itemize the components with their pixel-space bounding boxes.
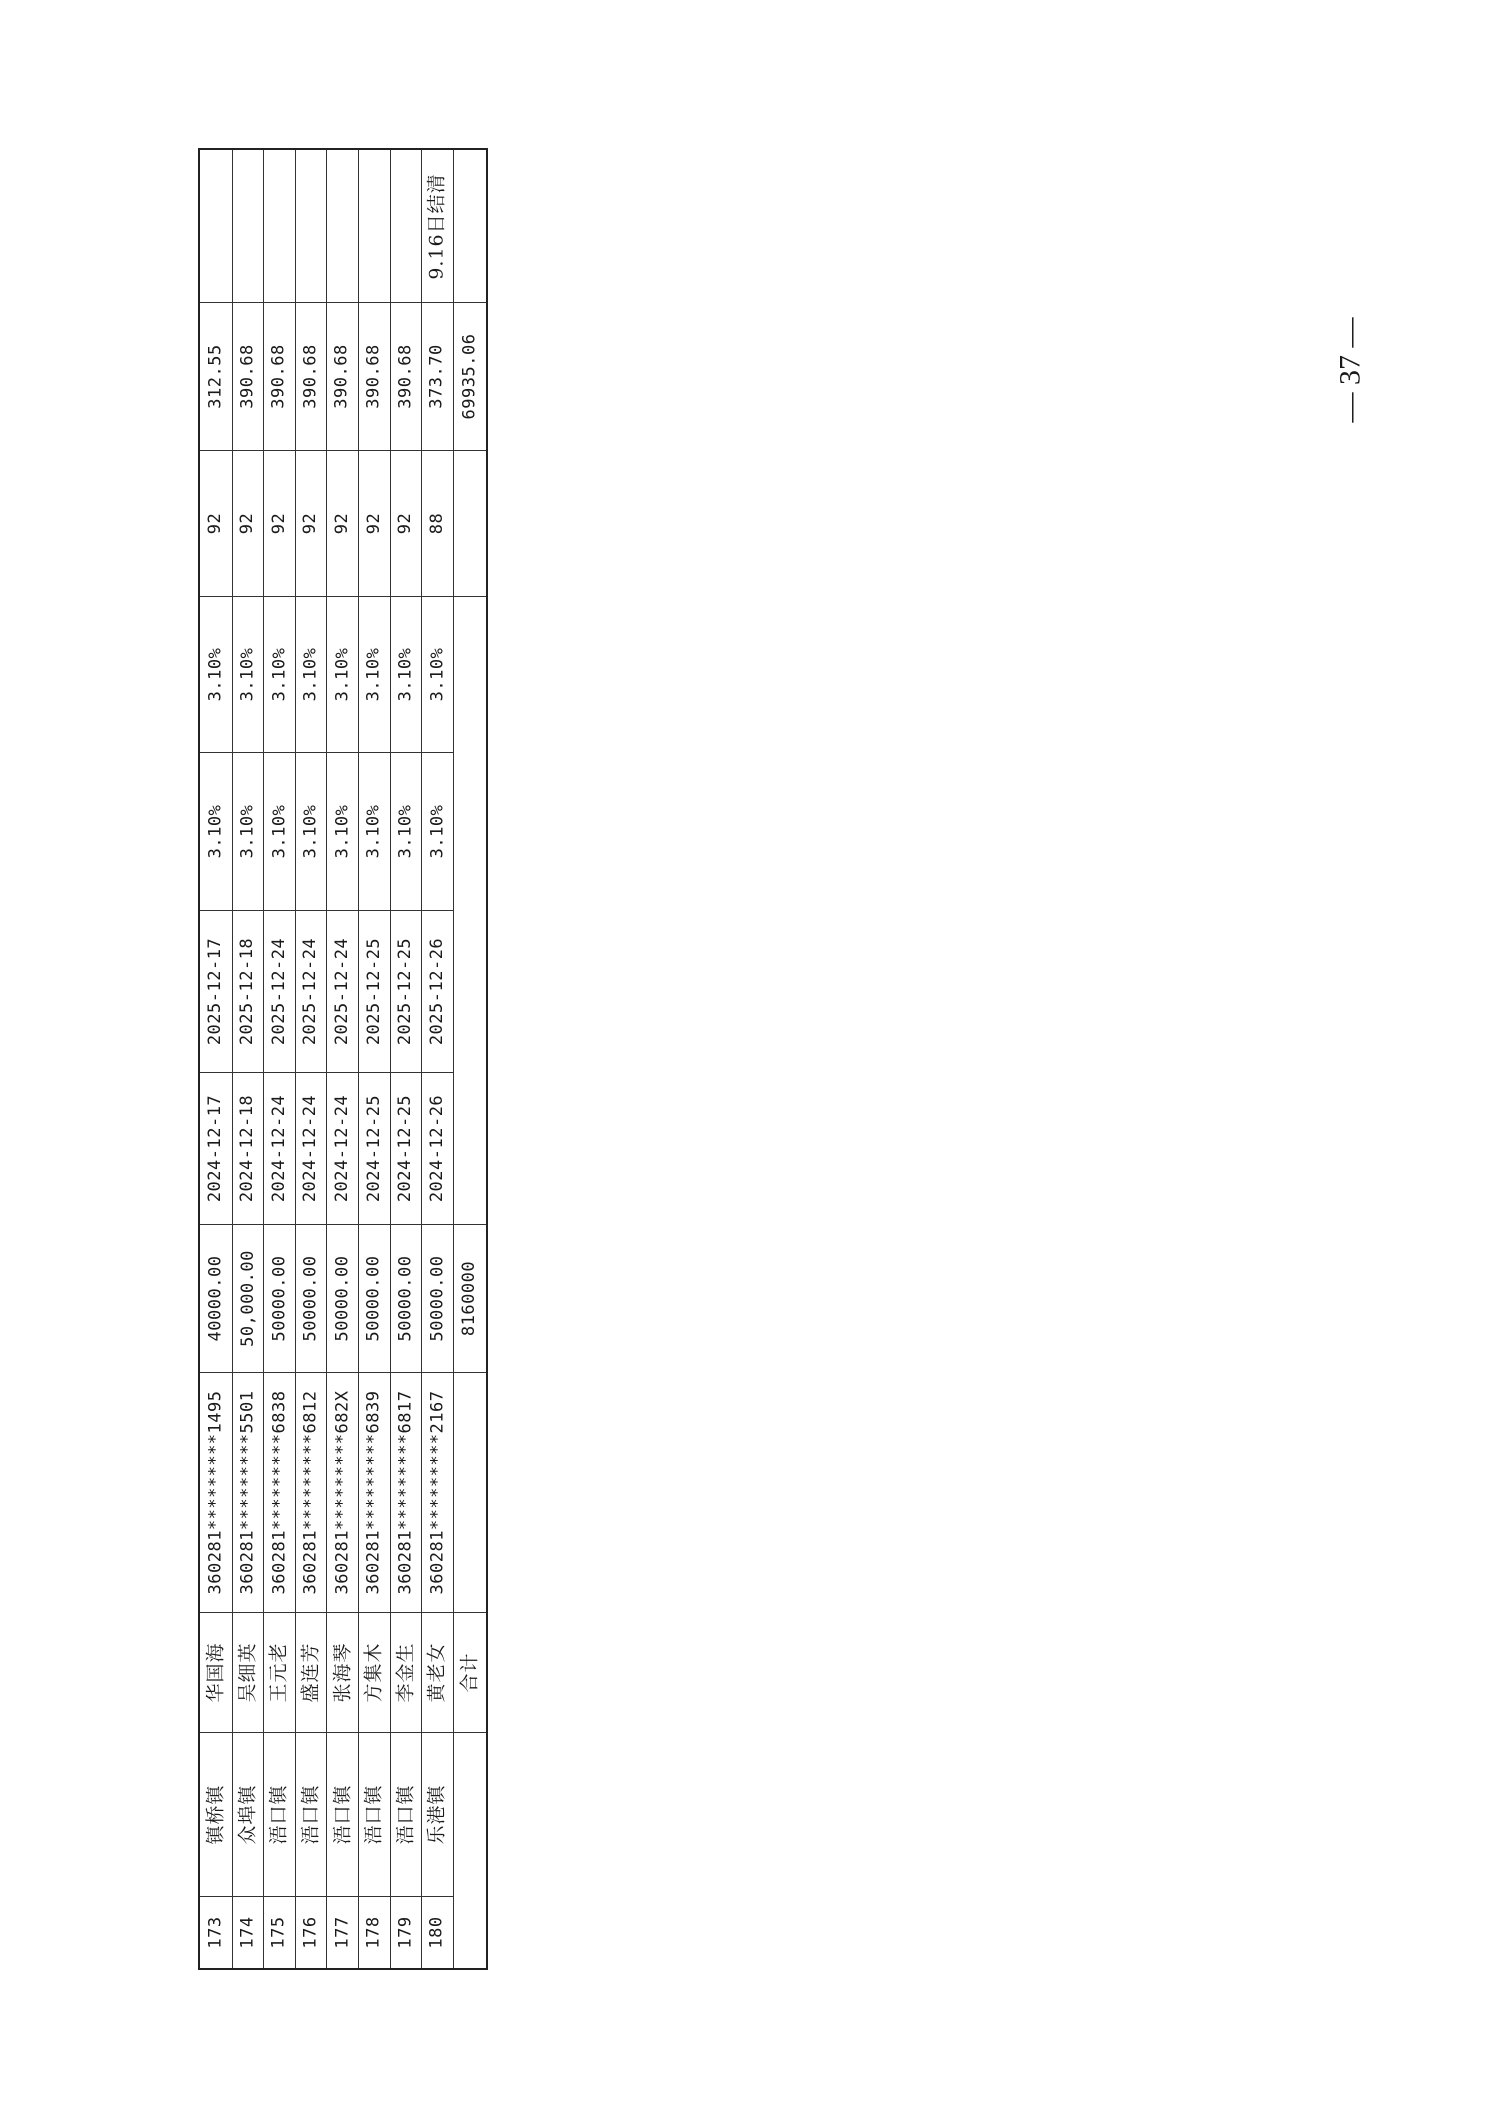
cell-text: 浯口镇	[394, 1784, 417, 1845]
table-row	[295, 150, 327, 1968]
cell-town	[264, 1732, 295, 1896]
cell-start-date	[233, 1072, 264, 1224]
cell-amount	[233, 1224, 264, 1372]
cell-town	[422, 1732, 453, 1896]
cell-text: 浯口镇	[299, 1784, 322, 1845]
cell-text: 179	[395, 1916, 416, 1949]
cell-text: 360281*********5501	[237, 1390, 258, 1595]
cell-text: 镇桥镇	[204, 1784, 227, 1845]
cell-text: 方集木	[362, 1642, 385, 1703]
cell-text: 2024-12-17	[205, 1094, 226, 1203]
cell-amount	[422, 1224, 453, 1372]
cell-text: 173	[205, 1916, 226, 1949]
total-interest	[454, 302, 486, 450]
cell-text: 9.16日结清	[425, 172, 448, 280]
cell-end-date	[296, 910, 327, 1072]
cell-text: 3.10%	[300, 804, 321, 859]
cell-town	[327, 1732, 358, 1896]
cell-text: 乐港镇	[425, 1784, 448, 1845]
total-interest-text: 69935.06	[459, 333, 480, 419]
cell-note	[327, 150, 358, 302]
cell-text: 2025-12-25	[395, 937, 416, 1046]
cell-text: 92	[332, 512, 353, 535]
cell-start-date	[264, 1072, 295, 1224]
cell-end-date	[233, 910, 264, 1072]
table-row	[263, 150, 295, 1968]
cell-note	[264, 150, 295, 302]
cell-text: 50000.00	[426, 1255, 447, 1342]
cell-text: 175	[268, 1916, 289, 1949]
cell-text: 390.68	[237, 344, 258, 409]
grid-line	[454, 1372, 486, 1373]
cell-text: 50,000.00	[237, 1250, 258, 1347]
cell-start-date	[359, 1072, 390, 1224]
cell-start-date	[327, 1072, 358, 1224]
table-row	[358, 150, 390, 1968]
cell-days	[391, 450, 422, 596]
cell-note	[233, 150, 264, 302]
cell-name	[296, 1612, 327, 1732]
cell-no	[200, 1896, 232, 1968]
cell-days	[264, 450, 295, 596]
cell-text: 浯口镇	[331, 1784, 354, 1845]
cell-name	[359, 1612, 390, 1732]
cell-text: 2024-12-18	[237, 1094, 258, 1203]
cell-interest	[422, 302, 453, 450]
cell-end-date	[391, 910, 422, 1072]
cell-town	[233, 1732, 264, 1896]
cell-id-number	[327, 1372, 358, 1612]
cell-rate2	[391, 596, 422, 752]
cell-no	[264, 1896, 295, 1968]
cell-text: 黄老女	[425, 1642, 448, 1703]
cell-name	[422, 1612, 453, 1732]
cell-text: 2024-12-25	[363, 1094, 384, 1203]
cell-text: 50000.00	[332, 1255, 353, 1342]
cell-text: 50000.00	[268, 1255, 289, 1342]
cell-rate2	[327, 596, 358, 752]
cell-text: 众埠镇	[236, 1784, 259, 1845]
table-row	[326, 150, 358, 1968]
cell-text: 2024-12-24	[332, 1094, 353, 1203]
cell-rate2	[359, 596, 390, 752]
cell-text: 3.10%	[205, 647, 226, 702]
cell-no	[359, 1896, 390, 1968]
cell-text: 华国海	[204, 1642, 227, 1703]
cell-end-date	[200, 910, 232, 1072]
cell-end-date	[264, 910, 295, 1072]
cell-text: 360281*********6817	[395, 1390, 416, 1595]
page-number-text: — 37 —	[1333, 317, 1366, 423]
cell-rate2	[296, 596, 327, 752]
cell-rate1	[296, 752, 327, 910]
cell-text: 390.68	[268, 344, 289, 409]
cell-text: 92	[237, 512, 258, 535]
cell-town	[359, 1732, 390, 1896]
cell-days	[359, 450, 390, 596]
cell-no	[327, 1896, 358, 1968]
cell-text: 390.68	[300, 344, 321, 409]
cell-rate2	[233, 596, 264, 752]
cell-end-date	[422, 910, 453, 1072]
total-row	[453, 150, 486, 1968]
cell-end-date	[327, 910, 358, 1072]
cell-text: 2025-12-24	[332, 937, 353, 1046]
cell-town	[391, 1732, 422, 1896]
cell-text: 浯口镇	[267, 1784, 290, 1845]
total-label-text: 合计	[458, 1651, 481, 1693]
page-number	[1320, 290, 1380, 450]
cell-id-number	[200, 1372, 232, 1612]
cell-text: 360281*********6838	[268, 1390, 289, 1595]
cell-text: 3.10%	[332, 804, 353, 859]
cell-amount	[359, 1224, 390, 1372]
grid-line	[454, 596, 486, 597]
cell-no	[296, 1896, 327, 1968]
grid-line	[454, 1732, 486, 1733]
cell-note	[200, 150, 232, 302]
cell-no	[422, 1896, 453, 1968]
total-amount-text: 8160000	[459, 1260, 480, 1336]
cell-start-date	[391, 1072, 422, 1224]
table-row	[421, 150, 453, 1968]
cell-note	[359, 150, 390, 302]
cell-days	[296, 450, 327, 596]
cell-text: 3.10%	[237, 647, 258, 702]
cell-note	[391, 150, 422, 302]
cell-id-number	[391, 1372, 422, 1612]
cell-text: 92	[395, 512, 416, 535]
cell-text: 3.10%	[426, 647, 447, 702]
cell-text: 174	[237, 1916, 258, 1949]
cell-text: 312.55	[205, 344, 226, 409]
cell-text: 2025-12-26	[426, 937, 447, 1046]
cell-text: 3.10%	[395, 804, 416, 859]
cell-text: 177	[332, 1916, 353, 1949]
cell-text: 390.68	[332, 344, 353, 409]
cell-no	[391, 1896, 422, 1968]
cell-text: 2024-12-24	[300, 1094, 321, 1203]
cell-text: 360281*********1495	[205, 1390, 226, 1595]
cell-rate1	[391, 752, 422, 910]
table-row	[390, 150, 422, 1968]
table-row	[200, 150, 232, 1968]
cell-text: 176	[300, 1916, 321, 1949]
cell-id-number	[359, 1372, 390, 1612]
cell-text: 盛连芳	[299, 1642, 322, 1703]
cell-text: 2025-12-17	[205, 937, 226, 1046]
cell-text: 50000.00	[363, 1255, 384, 1342]
cell-text: 3.10%	[205, 804, 226, 859]
cell-interest	[264, 302, 295, 450]
cell-text: 178	[363, 1916, 384, 1949]
cell-id-number	[233, 1372, 264, 1612]
cell-text: 92	[205, 512, 226, 535]
cell-name	[327, 1612, 358, 1732]
cell-text: 50000.00	[300, 1255, 321, 1342]
cell-start-date	[296, 1072, 327, 1224]
cell-id-number	[422, 1372, 453, 1612]
cell-id-number	[296, 1372, 327, 1612]
cell-text: 3.10%	[332, 647, 353, 702]
cell-text: 3.10%	[363, 647, 384, 702]
cell-rate1	[422, 752, 453, 910]
cell-rate1	[200, 752, 232, 910]
total-label	[454, 1612, 486, 1732]
cell-days	[233, 450, 264, 596]
total-amount	[454, 1224, 486, 1372]
cell-amount	[200, 1224, 232, 1372]
cell-rate2	[264, 596, 295, 752]
cell-rate2	[422, 596, 453, 752]
cell-name	[233, 1612, 264, 1732]
cell-text: 40000.00	[205, 1255, 226, 1342]
loan-interest-table	[198, 148, 488, 1970]
cell-text: 2025-12-18	[237, 937, 258, 1046]
cell-text: 3.10%	[395, 647, 416, 702]
grid-line	[454, 450, 486, 451]
cell-text: 3.10%	[268, 804, 289, 859]
cell-note	[296, 150, 327, 302]
cell-rate1	[327, 752, 358, 910]
cell-text: 180	[426, 1916, 447, 1949]
cell-rate1	[359, 752, 390, 910]
cell-text: 92	[300, 512, 321, 535]
cell-amount	[327, 1224, 358, 1372]
cell-name	[391, 1612, 422, 1732]
cell-text: 3.10%	[300, 647, 321, 702]
cell-text: 360281*********682X	[332, 1390, 353, 1595]
cell-text: 浯口镇	[362, 1784, 385, 1845]
cell-start-date	[200, 1072, 232, 1224]
cell-interest	[359, 302, 390, 450]
cell-name	[264, 1612, 295, 1732]
cell-days	[327, 450, 358, 596]
cell-name	[200, 1612, 232, 1732]
cell-text: 吴细英	[236, 1642, 259, 1703]
cell-text: 2025-12-25	[363, 937, 384, 1046]
cell-text: 2024-12-26	[426, 1094, 447, 1203]
cell-text: 360281*********6812	[300, 1390, 321, 1595]
cell-end-date	[359, 910, 390, 1072]
cell-text: 2024-12-25	[395, 1094, 416, 1203]
cell-text: 390.68	[363, 344, 384, 409]
cell-interest	[327, 302, 358, 450]
cell-text: 50000.00	[395, 1255, 416, 1342]
cell-text: 3.10%	[268, 647, 289, 702]
table-row	[232, 150, 264, 1968]
cell-rate2	[200, 596, 232, 752]
cell-text: 88	[426, 512, 447, 535]
cell-text: 3.10%	[363, 804, 384, 859]
cell-amount	[264, 1224, 295, 1372]
cell-text: 360281*********2167	[426, 1390, 447, 1595]
cell-text: 2025-12-24	[268, 937, 289, 1046]
cell-text: 2024-12-24	[268, 1094, 289, 1203]
cell-days	[422, 450, 453, 596]
cell-interest	[391, 302, 422, 450]
cell-text: 373.70	[426, 344, 447, 409]
cell-text: 3.10%	[426, 804, 447, 859]
cell-note	[422, 150, 453, 302]
cell-town	[200, 1732, 232, 1896]
cell-text: 王元老	[267, 1642, 290, 1703]
cell-text: 360281*********6839	[363, 1390, 384, 1595]
cell-text: 390.68	[395, 344, 416, 409]
cell-text: 92	[268, 512, 289, 535]
cell-amount	[391, 1224, 422, 1372]
cell-amount	[296, 1224, 327, 1372]
cell-no	[233, 1896, 264, 1968]
cell-interest	[200, 302, 232, 450]
cell-text: 3.10%	[237, 804, 258, 859]
cell-interest	[296, 302, 327, 450]
cell-text: 李金生	[394, 1642, 417, 1703]
cell-start-date	[422, 1072, 453, 1224]
cell-rate1	[264, 752, 295, 910]
cell-days	[200, 450, 232, 596]
cell-rate1	[233, 752, 264, 910]
cell-text: 张海琴	[331, 1642, 354, 1703]
cell-text: 92	[363, 512, 384, 535]
cell-id-number	[264, 1372, 295, 1612]
cell-interest	[233, 302, 264, 450]
cell-text: 2025-12-24	[300, 937, 321, 1046]
cell-town	[296, 1732, 327, 1896]
